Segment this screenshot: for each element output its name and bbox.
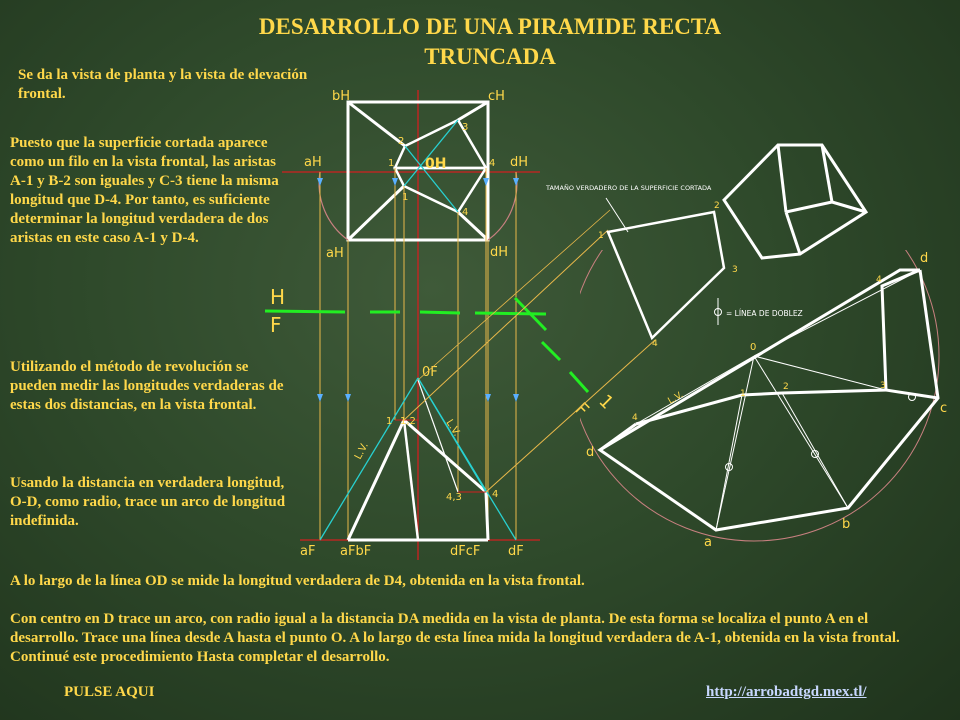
- label-dev-4b: 4: [632, 413, 638, 423]
- website-link[interactable]: http://arrobadtgd.mex.tl/: [706, 684, 867, 700]
- label-dev-3: 3: [880, 381, 886, 391]
- label-oH: 0H: [425, 156, 447, 172]
- title-line-1: DESARROLLO DE UNA PIRAMIDE RECTA: [258, 14, 722, 39]
- label-cH: cH: [488, 89, 505, 104]
- label-front-43: 4,3: [446, 492, 462, 503]
- label-plan-4: 4: [489, 158, 496, 169]
- label-aH: aH: [326, 246, 344, 261]
- label-fold-F: F: [270, 313, 282, 337]
- intro-paragraph: Se da la vista de planta y la vista de elevación frontal.: [18, 67, 308, 102]
- label-fold-1: 1: [594, 390, 618, 414]
- measure-paragraph: A lo largo de la línea OD se mide la longitud verdadera de D4, obtenida en la vista frontal.: [10, 573, 585, 589]
- label-dev-lv: L.V.: [666, 390, 686, 407]
- label-dF: dF: [508, 544, 524, 559]
- label-front-lv-left: L.V.: [352, 440, 371, 462]
- edges-paragraph: Puesto que la superficie cortada aparece como un filo en la vista frontal, las aristas A-1 y B-2 son iguales y C-3 tiene la misma longitud que D-4. Por tanto, es suficiente determinar la longitud verdadera de dos aristas en este caso A-1 y D-4.: [10, 135, 279, 246]
- label-aux-4: 4: [652, 339, 658, 349]
- label-plan-1: 1: [388, 158, 395, 169]
- true-size-note: TAMAÑO VERDADERO DE LA SUPERFICIE CORTADA: [546, 184, 712, 192]
- label-front-12: 1,2: [400, 416, 416, 427]
- label-aFbF: aFbF: [340, 544, 372, 559]
- label-plan-1b: 1: [402, 192, 409, 203]
- revolution-paragraph: Utilizando el método de revolución se pueden medir las longitudes verdaderas de estas dos distancias, en la vista frontal.: [10, 359, 284, 413]
- fold-line-hf: [265, 285, 617, 421]
- label-fold-H: H: [270, 285, 286, 309]
- pulse-here-button[interactable]: PULSE AQUI: [64, 684, 155, 700]
- front-view: [300, 365, 540, 559]
- procedure-paragraph: Con centro en D trace un arco, con radio igual a la distancia DA medida en la vista de planta. De esta forma se localiza el punto A en el desarrollo. Trace una línea desde A hasta el punto O. A lo largo de esta línea mida la longitud verdadera de A-1, obtenida en la vista frontal. Continué este procedimiento Hasta completar el desarrollo.: [10, 611, 900, 665]
- label-aux-2: 2: [714, 201, 720, 211]
- label-fold-F2: F: [570, 398, 593, 421]
- title-line-2: TRUNCADA: [424, 44, 556, 69]
- label-dFcF: dFcF: [450, 544, 481, 559]
- label-plan-3: 3: [462, 122, 469, 133]
- label-dH-revolved: dH: [510, 155, 529, 170]
- label-aux-1: 1: [598, 231, 604, 241]
- label-aux-3: 3: [732, 265, 738, 275]
- label-plan-2: 2: [398, 136, 405, 147]
- label-dev-o: 0: [750, 342, 757, 353]
- label-front-4: 4: [492, 489, 499, 500]
- label-dev-d-left: d: [586, 445, 595, 460]
- auxiliary-view: [404, 183, 738, 492]
- fold-line-legend: [715, 298, 803, 325]
- label-dev-a: a: [704, 535, 712, 550]
- label-dev-c: c: [940, 401, 948, 416]
- label-bH: bH: [332, 89, 351, 104]
- fold-line-legend-text: = LÍNEA DE DOBLEZ: [726, 309, 803, 318]
- label-dH: dH: [490, 245, 509, 260]
- pyramid-3d-sketch: [724, 145, 866, 258]
- label-dev-1: 1: [740, 389, 746, 399]
- radius-paragraph: Usando la distancia en verdadera longitud, O-D, como radio, trace un arco de longitud indefinida.: [10, 475, 286, 529]
- label-aH-revolved: aH: [304, 155, 322, 170]
- label-aF: aF: [300, 544, 316, 559]
- label-front-lv-right: L.V.: [443, 417, 463, 439]
- label-dev-2: 2: [783, 382, 789, 392]
- label-dev-d-top: d: [920, 251, 929, 266]
- label-dev-b: b: [842, 517, 851, 532]
- label-oF: 0F: [422, 365, 438, 380]
- label-plan-4b: 4: [462, 207, 469, 218]
- label-dev-4a: 4: [876, 275, 882, 285]
- label-front-1: 1: [386, 416, 393, 427]
